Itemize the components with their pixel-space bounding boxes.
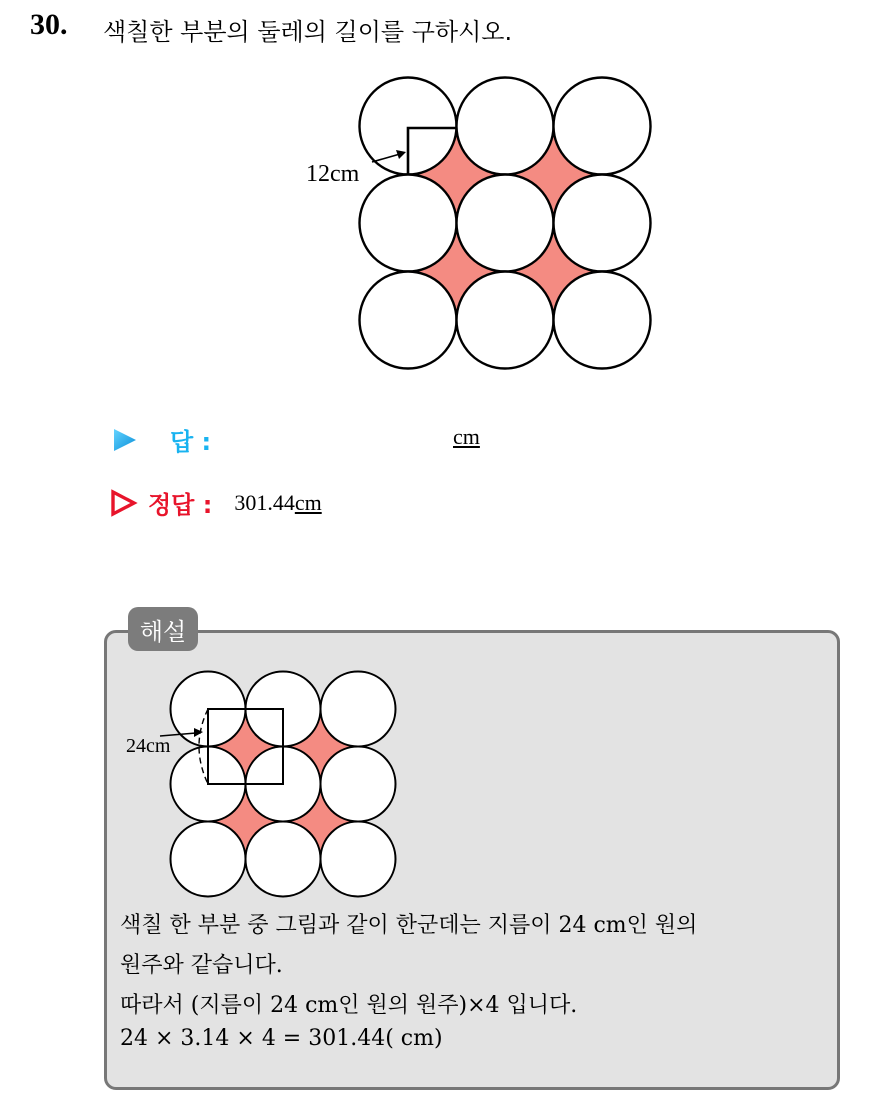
correct-answer-label: 정답 : (148, 491, 213, 519)
explanation-length-label: 24cm (126, 735, 171, 757)
explanation-line-4: 24 × 3.14 × 4 = 301.44( cm) (120, 1026, 443, 1051)
circle (554, 175, 651, 272)
circle (457, 78, 554, 175)
correct-answer-row (110, 485, 322, 520)
circle (321, 747, 396, 822)
correct-answer-value: 301.44 (234, 489, 295, 515)
circle (554, 78, 651, 175)
question-number: 30. (30, 8, 68, 41)
circle (321, 672, 396, 747)
circle (360, 272, 457, 369)
circle (321, 822, 396, 897)
explanation-line-1: 색칠 한 부분 중 그림과 같이 한군데는 지름이 24 cm인 원의 (120, 913, 698, 938)
circle (246, 822, 321, 897)
explanation-figure (120, 665, 410, 905)
circle (171, 822, 246, 897)
circle (360, 175, 457, 272)
figure-length-label: 12cm (306, 161, 360, 187)
circles (360, 78, 651, 369)
question-text: 색칠한 부분의 둘레의 길이를 구하시오. (103, 18, 513, 46)
circle (457, 175, 554, 272)
play-arrow-icon (112, 427, 138, 453)
circle (554, 272, 651, 369)
answer-row (112, 422, 211, 457)
correct-answer-unit: cm (294, 489, 322, 515)
question-figure (306, 70, 670, 380)
explanation-tab: 해설 (128, 607, 198, 651)
circle (457, 272, 554, 369)
outline-arrow-icon (110, 489, 138, 517)
explanation-line-3: 따라서 (지름이 24 cm인 원의 원주)×4 입니다. (120, 993, 578, 1018)
explanation-line-2: 원주와 같습니다. (120, 953, 283, 978)
answer-label: 답 : (170, 428, 212, 456)
answer-unit: cm (453, 424, 480, 449)
